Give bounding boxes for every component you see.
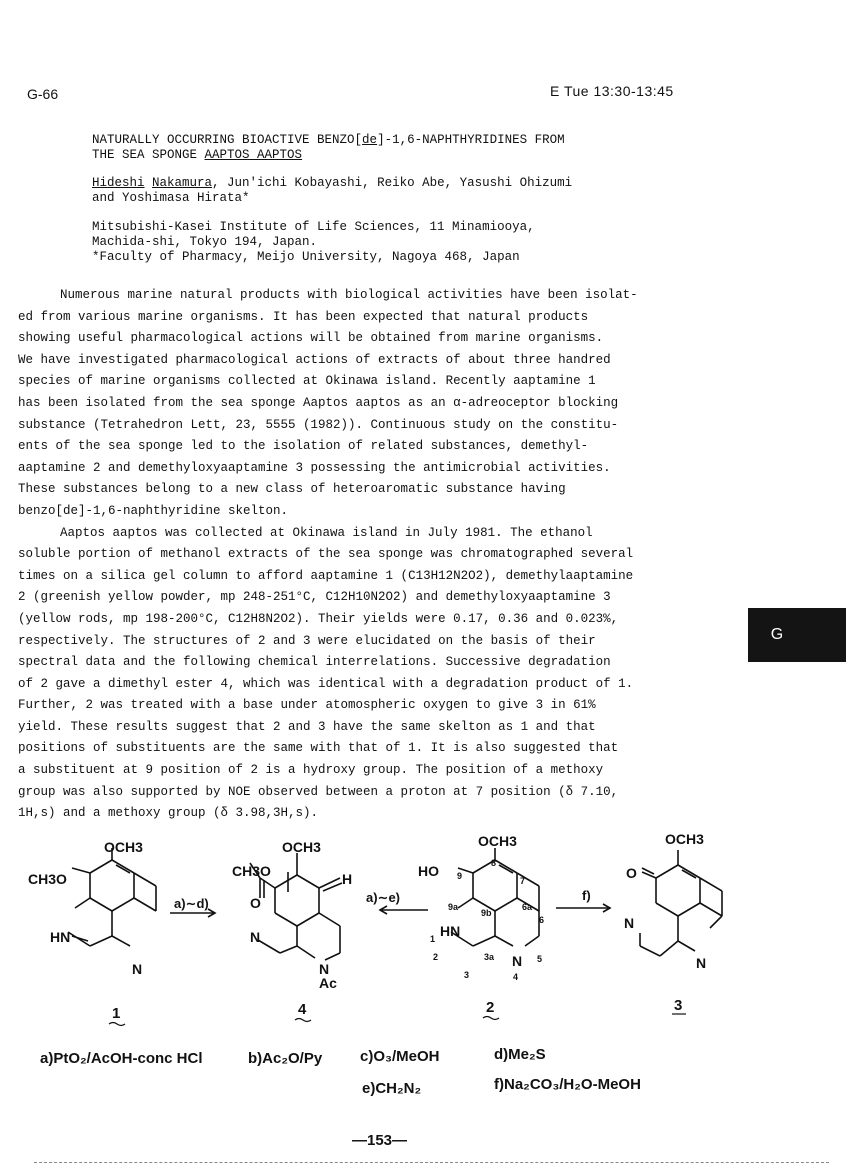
- body-line: respectively. The structures of 2 and 3 were elucidated on the basis of their: [18, 633, 596, 648]
- label-h: H: [342, 871, 353, 887]
- arrow-label-ae: a)∼e): [366, 890, 401, 905]
- body-line: positions of substituents are the same with that of 1. It is also suggested that: [18, 741, 619, 756]
- session-code: G-66: [27, 86, 59, 102]
- label-n: N: [250, 929, 261, 945]
- pos-label: 5: [537, 954, 543, 964]
- body-line: yield. These results suggest that 2 and 3 have the same skelton as 1 and that: [18, 719, 596, 734]
- pos-label: 3: [464, 970, 470, 980]
- body-line: (yellow rods, mp 198-200°C, C12H8N2O2). Their yields were 0.17, 0.36 and 0.023%,: [18, 611, 619, 626]
- pos-label: 1: [430, 934, 436, 944]
- section-tab: G: [748, 608, 846, 662]
- label-n: N: [624, 915, 635, 931]
- body-line: of 2 gave a dimethyl ester 4, which was identical with a degradation product of 1.: [18, 676, 634, 691]
- body-line: soluble portion of methanol extracts of the sea sponge was chromatographed several: [18, 547, 634, 562]
- compound-1-structure: [68, 848, 156, 946]
- page-number: —153—: [352, 1132, 408, 1149]
- compound-number-3: 3: [674, 997, 683, 1014]
- reagent-d: d)Me₂S: [494, 1046, 546, 1063]
- reaction-scheme: [20, 828, 740, 1028]
- title-de: de: [362, 133, 378, 147]
- body-line: has been isolated from the sea sponge Aaptos aaptos as an α-adreoceptor blocking: [18, 395, 619, 410]
- body-line: 2 (greenish yellow powder, mp 248-251°C, C12H10N2O2) and demethyloxyaaptamine 3: [18, 590, 611, 605]
- affiliation: [92, 220, 535, 265]
- arrow-label-f: f): [582, 888, 591, 903]
- pos-label: 6a: [522, 902, 533, 912]
- footer-rule: [34, 1162, 829, 1164]
- label-o: O: [626, 865, 637, 881]
- label-och3: OCH3: [282, 839, 321, 855]
- pos-label: 6: [539, 915, 545, 925]
- label-n: N: [319, 961, 330, 977]
- body-line: group was also supported by NOE observed between a proton at 7 position (δ 7.10,: [18, 784, 619, 799]
- reagent-c: c)O₃/MeOH: [360, 1048, 440, 1065]
- compound-number-2: 2: [486, 999, 495, 1016]
- body-line: benzo[de]-1,6-naphthyridine skelton.: [18, 503, 289, 518]
- author-line2: and Yoshimasa Hirata*: [92, 191, 250, 205]
- affil-line: Machida-shi, Tokyo 194, Japan.: [92, 235, 318, 249]
- author-first: Hideshi: [92, 176, 145, 190]
- body-line: 1H,s) and a methoxy group (δ 3.98,3H,s).: [18, 806, 319, 821]
- reagent-b: b)Ac₂O/Py: [248, 1050, 323, 1067]
- compound-3-structure: [640, 850, 722, 956]
- body-line: species of marine organisms collected at Okinawa island. Recently aaptamine 1: [18, 374, 596, 389]
- label-ac: Ac: [319, 975, 337, 991]
- body-line: aaptamine 2 and demethyloxyaaptamine 3 possessing the antimicrobial activities.: [18, 460, 611, 475]
- label-hn: HN: [50, 929, 71, 945]
- authors: [92, 176, 572, 206]
- pos-label: 9a: [448, 902, 459, 912]
- label-ch3o: CH3O: [28, 871, 67, 887]
- body-line: Numerous marine natural products with biological activities have been isolat-: [60, 288, 638, 302]
- body-line: ents of the sea sponge led to the isolation of related substances, demethyl-: [18, 439, 589, 454]
- affil-line: *Faculty of Pharmacy, Meijo University, Nagoya 468, Japan: [92, 250, 520, 264]
- title-species: AAPTOS AAPTOS: [204, 148, 303, 162]
- label-och3: OCH3: [665, 831, 704, 847]
- body-line: spectral data and the following chemical interrelations. Successive degradation: [18, 655, 611, 670]
- body-line: substance (Tetrahedron Lett, 23, 5555 (1982)). Continuous study on the constitu-: [18, 417, 619, 432]
- body-text: [18, 285, 730, 825]
- arrow-label-ad: a)∼d): [174, 896, 209, 911]
- body-line: times on a silica gel column to afford aaptamine 1 (C13H12N2O2), demethylaaptamine: [18, 568, 634, 583]
- author-last: Nakamura: [152, 176, 213, 190]
- pos-label: 7: [520, 876, 526, 886]
- label-o: O: [250, 895, 261, 911]
- label-ho: HO: [418, 863, 439, 879]
- affil-line: Mitsubishi-Kasei Institute of Life Sciences, 11 Minamiooya,: [92, 220, 535, 234]
- title-part: NATURALLY OCCURRING BIOACTIVE BENZO[: [92, 133, 363, 147]
- pos-label: 9b: [481, 908, 492, 918]
- compound-number-1: 1: [112, 1005, 121, 1022]
- compound-number-4: 4: [298, 1001, 307, 1018]
- label-n: N: [696, 955, 707, 971]
- pos-label: 9: [457, 871, 463, 881]
- paragraph-1: [18, 285, 730, 523]
- paragraph-2: [18, 523, 730, 825]
- reagent-e: e)CH₂N₂: [362, 1080, 422, 1097]
- body-line: a substituent at 9 position of 2 is a hydroxy group. The position of a methoxy: [18, 763, 604, 778]
- label-och3: OCH3: [478, 833, 517, 849]
- title-part: THE SEA SPONGE: [92, 148, 205, 162]
- paper-title: [92, 133, 565, 163]
- session-time: E Tue 13:30-13:45: [550, 83, 674, 99]
- body-line: Aaptos aaptos was collected at Okinawa island in July 1981. The ethanol: [60, 525, 593, 540]
- pos-label: 4: [513, 972, 519, 982]
- author-rest: , Jun'ichi Kobayashi, Reiko Abe, Yasushi Ohizumi: [212, 176, 573, 190]
- reagent-f: f)Na₂CO₃/H₂O-MeOH: [494, 1076, 641, 1093]
- body-line: showing useful pharmacological actions will be obtained from marine organisms.: [18, 331, 604, 346]
- label-hn: HN: [440, 923, 461, 939]
- title-part: ]-1,6-NAPHTHYRIDINES FROM: [377, 133, 565, 147]
- body-line: These substances belong to a new class of heteroaromatic substance having: [18, 482, 566, 497]
- pos-label: 8: [491, 858, 497, 868]
- label-n: N: [512, 953, 523, 969]
- label-och3: OCH3: [104, 839, 143, 855]
- pos-label: 3a: [484, 952, 495, 962]
- reagent-a: a)PtO₂/AcOH-conc HCl: [40, 1050, 203, 1067]
- label-n: N: [132, 961, 143, 977]
- pos-label: 2: [433, 952, 439, 962]
- body-line: We have investigated pharmacological actions of extracts of about three handred: [18, 352, 611, 367]
- label-ch3o: CH3O: [232, 863, 271, 879]
- body-line: ed from various marine organisms. It has been expected that natural products: [18, 309, 589, 324]
- body-line: Further, 2 was treated with a base under atomospheric oxygen to give 3 in 61%: [18, 698, 596, 713]
